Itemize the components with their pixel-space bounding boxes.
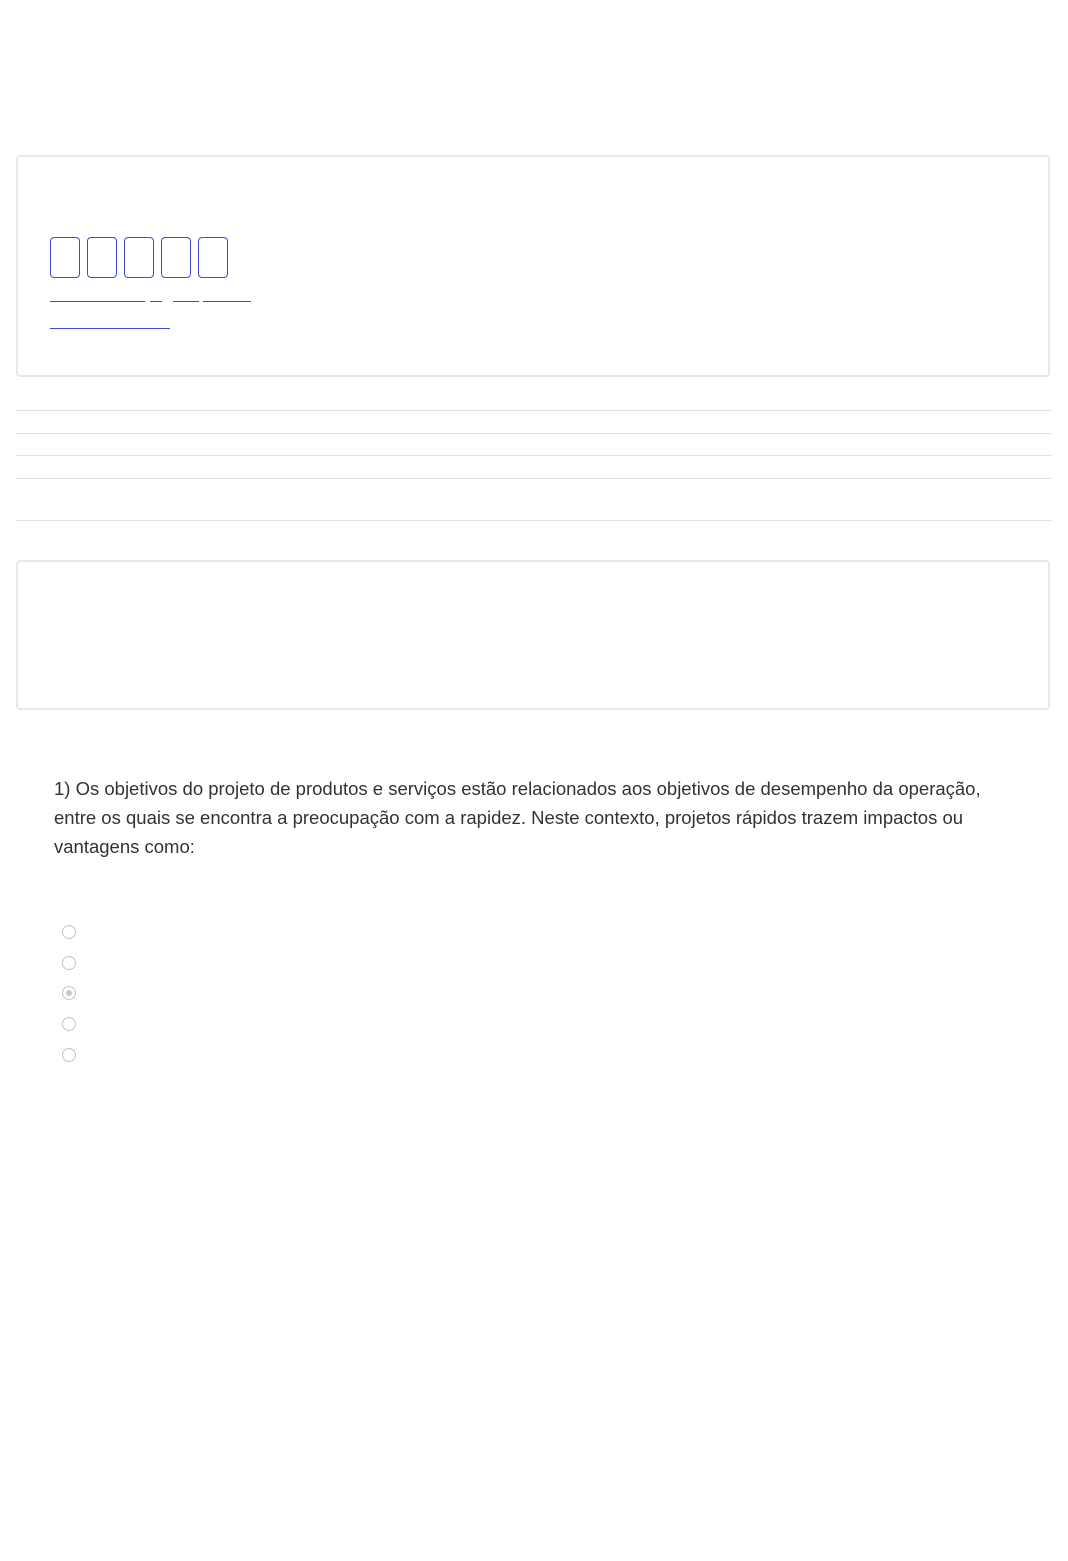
divider [16, 410, 1052, 411]
answer-option-radio-2[interactable] [62, 956, 76, 970]
answer-option-radio-5[interactable] [62, 1048, 76, 1062]
answer-option-radio-1[interactable] [62, 925, 76, 939]
link-underline[interactable] [173, 301, 199, 302]
divider [16, 478, 1052, 479]
answer-option-radio-3[interactable] [62, 986, 76, 1000]
link-underline[interactable] [50, 328, 170, 329]
question-nav-box-5[interactable] [198, 237, 228, 278]
answer-option-radio-4[interactable] [62, 1017, 76, 1031]
question-nav-box-2[interactable] [87, 237, 117, 278]
question-number-boxes [50, 237, 228, 278]
question-nav-box-3[interactable] [124, 237, 154, 278]
link-underline[interactable] [203, 301, 251, 302]
divider [16, 520, 1052, 521]
question-nav-box-1[interactable] [50, 237, 80, 278]
link-underline[interactable] [50, 301, 145, 302]
divider [16, 433, 1052, 434]
info-card [16, 560, 1050, 710]
link-underline[interactable] [150, 301, 162, 302]
question-nav-box-4[interactable] [161, 237, 191, 278]
divider [16, 455, 1052, 456]
question-navigation-card [16, 155, 1050, 377]
question-text: 1) Os objetivos do projeto de produtos e serviços estão relacionados aos objetivos de desempenho da operação, entre os quais se encontra a preocupação com a rapidez. Neste contexto, projetos rápidos trazem impactos ou vantagens como: [54, 778, 981, 857]
